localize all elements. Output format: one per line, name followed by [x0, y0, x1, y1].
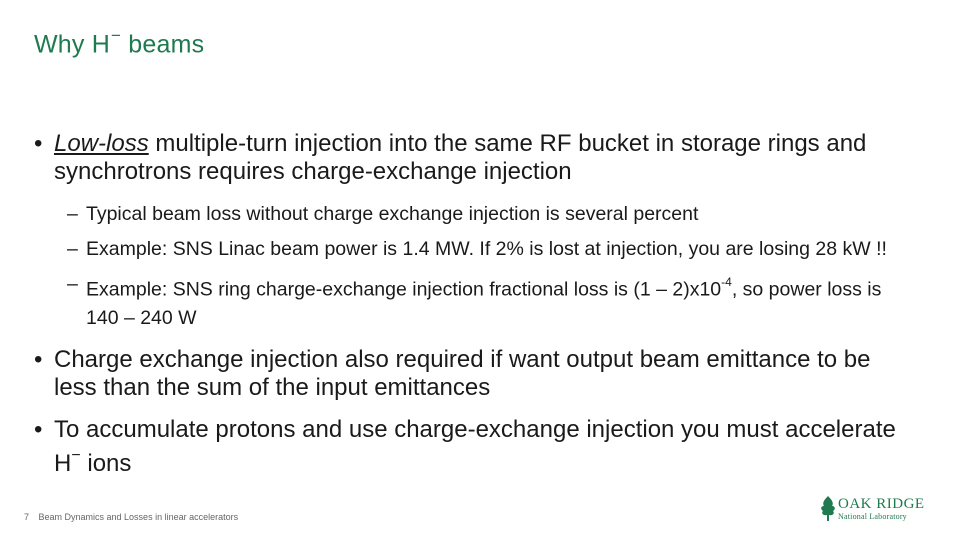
oak-ridge-logo — [818, 494, 930, 524]
sub-bullet-text: Typical beam loss without charge exchange injection is several percent — [86, 203, 699, 225]
sub-bullet-item — [34, 270, 914, 332]
logo-line1: OAK RIDGE — [838, 496, 925, 512]
dash-glyph: – — [67, 273, 78, 295]
bullet-glyph: • — [34, 345, 43, 373]
bullet-item — [34, 346, 914, 402]
bullet-text: Charge exchange injection also required if want output beam emittance to be less than the sum of the input emittances — [54, 345, 871, 401]
bullet-item — [34, 130, 914, 186]
footer-text: Beam Dynamics and Losses in linear accelerators — [38, 512, 239, 522]
bullet-item — [34, 416, 914, 478]
title-rest: beams — [121, 30, 205, 59]
emphasis-text: Low-loss — [54, 130, 149, 157]
logo-text — [838, 496, 925, 521]
exponent: -4 — [721, 275, 732, 289]
dash-glyph: – — [67, 238, 78, 260]
bullet-glyph: • — [34, 415, 43, 443]
slide-title — [34, 28, 204, 59]
dash-glyph: – — [67, 203, 78, 225]
bullet-text-cont: ions — [80, 449, 132, 477]
sub-bullet-text-cont: , so power loss is 140 – 240 W — [86, 278, 882, 329]
footer — [24, 512, 238, 522]
title-text: Why H — [34, 30, 110, 59]
sub-bullet-text: Example: SNS Linac beam power is 1.4 MW. If 2% is lost at injection, you are losing 28 kW !! — [86, 238, 887, 260]
oak-leaf-icon — [818, 494, 838, 522]
sub-bullet-text: Example: SNS ring charge-exchange injection fractional loss is (1 – 2)x10 — [86, 278, 722, 301]
bullet-list — [34, 130, 914, 492]
sub-bullet-item — [34, 200, 914, 228]
bullet-glyph: • — [34, 130, 43, 157]
sub-bullet-item — [34, 235, 914, 263]
logo-line2: National Laboratory — [838, 512, 907, 521]
title-superscript: − — [111, 26, 122, 45]
bullet-text: multiple-turn injection into the same RF bucket in storage rings and synchrotrons requires charge-exchange injection — [54, 130, 867, 185]
bullet-text: To accumulate protons and use charge-exchange injection you must accelerate H — [54, 415, 896, 477]
superscript-minus: − — [71, 446, 81, 464]
page-number: 7 — [24, 512, 30, 522]
